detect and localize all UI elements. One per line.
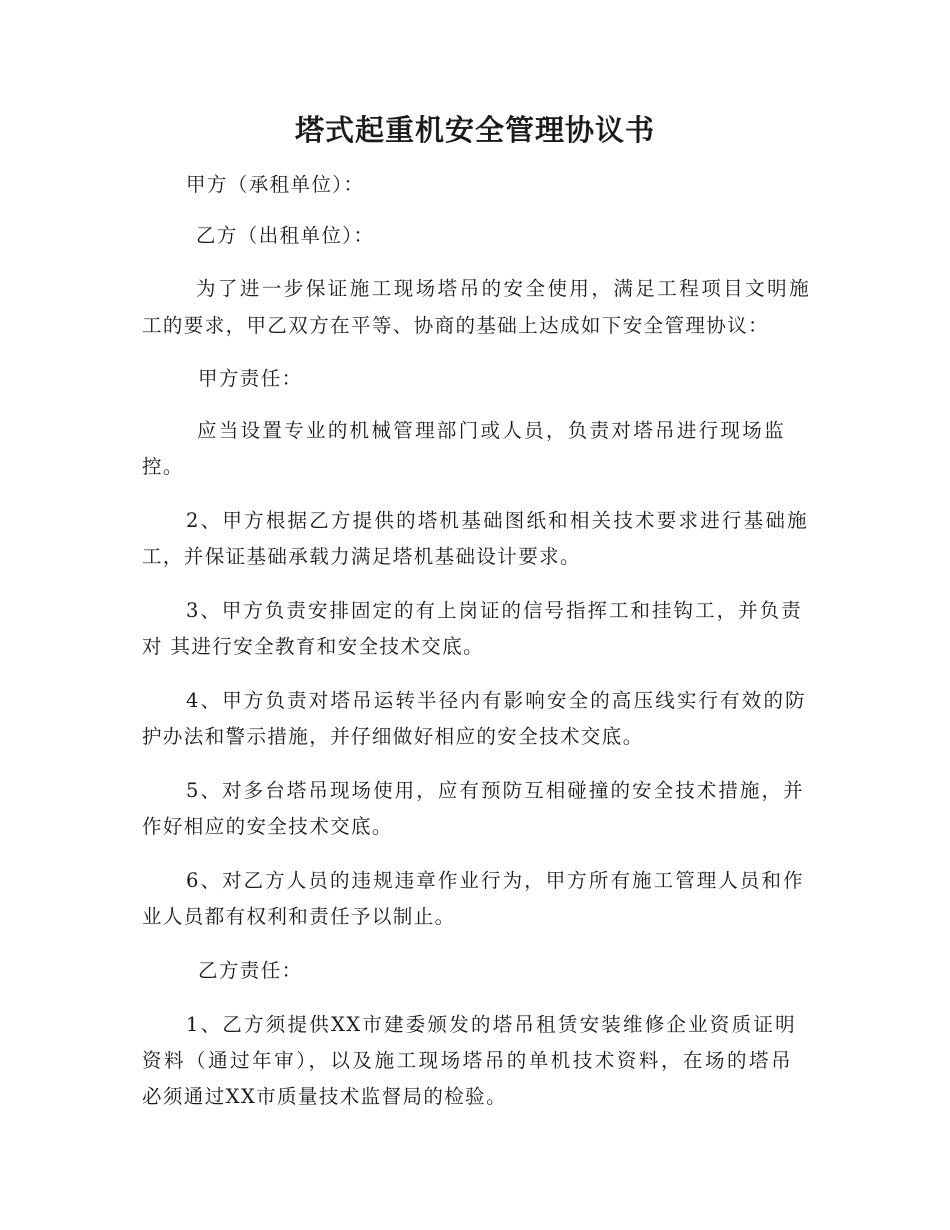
party-a-item-1-line-1: 应当设置专业的机械管理部门或人员，负责对塔吊进行现场监 xyxy=(197,419,785,442)
party-a-item-2-line-1: 2、甲方根据乙方提供的塔机基础图纸和相关技术要求进行基础施 xyxy=(186,509,808,532)
party-a-item-4-line-1: 4、甲方负责对塔吊运转半径内有影响安全的高压线实行有效的防 xyxy=(186,689,806,712)
party-b-item-1-line-1: 1、乙方须提供XX市建委颁发的塔吊租赁安装维修企业资质证明 xyxy=(186,1013,796,1036)
party-b-heading: 乙方责任： xyxy=(198,959,303,982)
party-b-line: 乙方（出租单位）： xyxy=(196,224,375,247)
party-a-item-6-line-2: 业人员都有权利和责任予以制止。 xyxy=(142,905,456,928)
document-title: 塔式起重机安全管理协议书 xyxy=(294,113,655,147)
party-a-item-6-line-1: 6、对乙方人员的违规违章作业行为，甲方所有施工管理人员和作 xyxy=(186,869,804,892)
party-b-item-1-line-3: 必须通过XX市质量技术监督局的检验。 xyxy=(142,1085,507,1108)
party-a-item-1-line-2: 控。 xyxy=(142,455,184,478)
party-a-heading: 甲方责任： xyxy=(198,367,303,390)
intro-line-2: 工的要求，甲乙双方在平等、协商的基础上达成如下安全管理协议： xyxy=(142,314,770,337)
party-a-item-5-line-1: 5、对多台塔吊现场使用，应有预防互相碰撞的安全技术措施，并 xyxy=(186,779,804,802)
intro-line-1: 为了进一步保证施工现场塔吊的安全使用，满足工程项目文明施 xyxy=(196,277,810,300)
party-b-item-1-line-2: 资料（通过年审），以及施工现场塔吊的单机技术资料，在场的塔吊 xyxy=(142,1049,792,1072)
party-a-item-2-line-2: 工，并保证基础承载力满足塔机基础设计要求。 xyxy=(142,545,581,568)
party-a-line: 甲方（承租单位）： xyxy=(186,173,365,196)
party-a-item-5-line-2: 作好相应的安全技术交底。 xyxy=(142,815,393,838)
party-a-item-3-line-2: 对 其进行安全教育和安全技术交底。 xyxy=(142,635,484,658)
party-a-item-3-line-1: 3、甲方负责安排固定的有上岗证的信号指挥工和挂钩工，并负责 xyxy=(186,599,802,622)
party-a-item-4-line-2: 护办法和警示措施，并仔细做好相应的安全技术交底。 xyxy=(142,725,644,748)
